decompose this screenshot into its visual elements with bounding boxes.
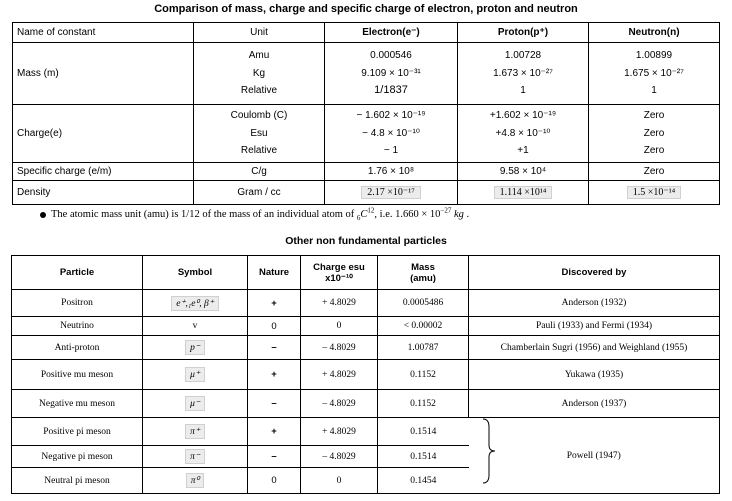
specific-charge-label: Specific charge (e/m) [13,163,194,181]
particle-nature: – [248,336,301,360]
proton-density: 1.114 ×10¹⁴ [494,186,553,199]
electron-mass-amu: 0.000546 [370,50,412,62]
proton-mass-kg: 1.673 × 10⁻²⁷ [493,67,553,79]
pi-meson-brace-icon [480,417,500,485]
neutron-density: 1.5 ×10⁻¹⁴ [627,186,681,199]
header-mass-line1: Mass [411,261,435,273]
unit-kg: Kg [252,67,266,79]
table-row [12,317,720,336]
particle-symbol: e⁺,₁e⁰, β⁺ [171,296,218,311]
particle-discovered: Anderson (1932) [469,290,720,317]
pi-discovered-cell [469,418,720,494]
particle-nature: + [248,290,301,317]
note-exponent: −27 [440,206,452,215]
neutron-charge-coulomb: Zero [643,110,665,122]
particle-symbol: π⁰ [186,473,205,488]
neutron-mass-relative: 1 [651,85,657,97]
table-row [12,418,720,446]
header-charge [301,256,378,290]
particle-symbol-cell [143,336,248,360]
constants-header-row [13,23,720,43]
mass-neutron [589,43,720,105]
particle-nature: + [248,360,301,390]
particle-symbol-cell [143,418,248,446]
proton-mass-amu: 1.00728 [504,50,542,62]
particle-symbol-cell [143,390,248,418]
note-isotope-sub: 6 [356,214,361,223]
note-unit: kg [454,209,464,220]
note-text-mid: , i.e. 1.660 × 10 [374,209,441,220]
proton-density-cell [458,181,589,205]
density-row [13,181,720,205]
header-charge-line1: Charge esu [313,261,365,273]
particle-nature: – [248,390,301,418]
particle-name: Positive pi meson [12,418,143,446]
mass-units [194,43,325,105]
particle-name: Negative pi meson [12,446,143,468]
electron-mass-relative: 1/1837 [374,84,408,97]
particle-nature: + [248,418,301,446]
note-end: . [466,209,470,220]
table-row [12,360,720,390]
table-row [12,336,720,360]
header-particle: Particle [12,256,143,290]
particle-mass: 0.1152 [378,390,469,418]
particle-charge: 0 [301,468,378,494]
particle-symbol-cell [143,290,248,317]
unit-relative-charge: Relative [240,145,278,157]
particle-nature: – [248,446,301,468]
neutron-mass-amu: 1.00899 [635,50,673,62]
pi-discovered: Powell (1947) [566,450,621,461]
particle-discovered: Yukawa (1935) [469,360,720,390]
note-isotope-sup: 12 [367,206,375,215]
charge-electron [325,105,458,163]
particle-mass: 0.0005486 [378,290,469,317]
electron-charge-esu: − 4.8 × 10⁻¹⁰ [362,127,420,139]
proton-charge-relative: +1 [517,145,529,157]
particles-header-row [12,256,720,290]
neutron-charge-relative: Zero [643,145,665,157]
particle-name: Positive mu meson [12,360,143,390]
mass-proton [458,43,589,105]
neutron-mass-kg: 1.675 × 10⁻²⁷ [624,67,684,79]
specific-charge-row [13,163,720,181]
header-proton: Proton(p⁺) [458,23,589,43]
particle-name: Anti-proton [12,336,143,360]
amu-note [40,206,470,223]
charge-proton [458,105,589,163]
electron-density: 2.17 ×10⁻¹⁷ [361,186,420,199]
neutron-specific-charge: Zero [589,163,720,181]
particle-nature: 0 [248,317,301,336]
particle-mass: 0.1514 [378,446,469,468]
particle-symbol: π⁺ [185,424,205,439]
density-unit: Gram / cc [194,181,325,205]
particle-name: Negative mu meson [12,390,143,418]
particle-symbol-cell [143,360,248,390]
mass-row [13,43,720,105]
neutron-charge-esu: Zero [643,127,665,139]
table-row [12,290,720,317]
header-name: Name of constant [13,23,194,43]
particle-name: Neutrino [12,317,143,336]
particle-mass: 1.00787 [378,336,469,360]
particle-charge: + 4.8029 [301,418,378,446]
bullet-icon [40,212,46,218]
mass-label: Mass (m) [13,43,194,105]
particles-title: Other non fundamental particles [285,235,447,247]
particle-mass: < 0.00002 [378,317,469,336]
header-mass [378,256,469,290]
header-unit: Unit [194,23,325,43]
electron-charge-coulomb: − 1.602 × 10⁻¹⁹ [356,110,426,122]
charge-units [194,105,325,163]
particle-charge: – 4.8029 [301,446,378,468]
constants-table [12,22,720,205]
page-title: Comparison of mass, charge and specific charge of electron, proton and neutron [154,3,578,15]
unit-relative: Relative [240,85,278,97]
particle-charge: – 4.8029 [301,336,378,360]
electron-mass-kg: 9.109 × 10⁻³¹ [361,67,421,79]
particle-charge: 0 [301,317,378,336]
particle-mass: 0.1514 [378,418,469,446]
header-mass-line2: (amu) [410,272,436,284]
charge-label: Charge(e) [13,105,194,163]
particle-mass: 0.1454 [378,468,469,494]
particle-discovered: Anderson (1937) [469,390,720,418]
header-charge-line2: x10⁻¹⁰ [325,272,353,284]
particle-symbol: v [143,317,248,336]
specific-charge-unit: C/g [194,163,325,181]
particle-name: Positron [12,290,143,317]
particle-discovered: Pauli (1933) and Fermi (1934) [469,317,720,336]
particle-nature: 0 [248,468,301,494]
unit-amu: Amu [248,50,270,62]
header-symbol: Symbol [143,256,248,290]
header-nature: Nature [248,256,301,290]
charge-row [13,105,720,163]
proton-charge-esu: +4.8 × 10⁻¹⁰ [495,127,551,139]
particle-symbol: p⁻ [185,340,205,355]
unit-esu: Esu [250,127,268,139]
electron-density-cell [325,181,458,205]
unit-coulomb: Coulomb (C) [230,110,288,122]
particle-symbol: μ⁻ [185,396,205,411]
particle-discovered: Chamberlain Sugri (1956) and Weighland (1955) [469,336,720,360]
header-neutron: Neutron(n) [589,23,720,43]
neutron-density-cell [589,181,720,205]
particle-mass: 0.1152 [378,360,469,390]
particle-symbol-cell [143,468,248,494]
particle-symbol: μ⁺ [185,367,205,382]
proton-charge-coulomb: +1.602 × 10⁻¹⁹ [489,110,557,122]
note-text: The atomic mass unit (amu) is 1/12 of the mass of an individual atom of [51,209,355,220]
proton-mass-relative: 1 [520,85,526,97]
particle-charge: – 4.8029 [301,390,378,418]
particle-charge: + 4.8029 [301,360,378,390]
table-row [12,390,720,418]
particle-charge: + 4.8029 [301,290,378,317]
header-electron: Electron(e⁻) [325,23,458,43]
particles-table [11,255,720,494]
electron-charge-relative: − 1 [383,145,399,157]
header-discovered: Discovered by [469,256,720,290]
particle-symbol: π⁻ [185,449,205,464]
mass-electron [325,43,458,105]
electron-specific-charge: 1.76 × 10⁸ [325,163,458,181]
charge-neutron [589,105,720,163]
particle-name: Neutral pi meson [12,468,143,494]
note-isotope-symbol: C [360,209,368,220]
density-label: Density [13,181,194,205]
particle-symbol-cell [143,446,248,468]
proton-specific-charge: 9.58 × 10⁴ [458,163,589,181]
